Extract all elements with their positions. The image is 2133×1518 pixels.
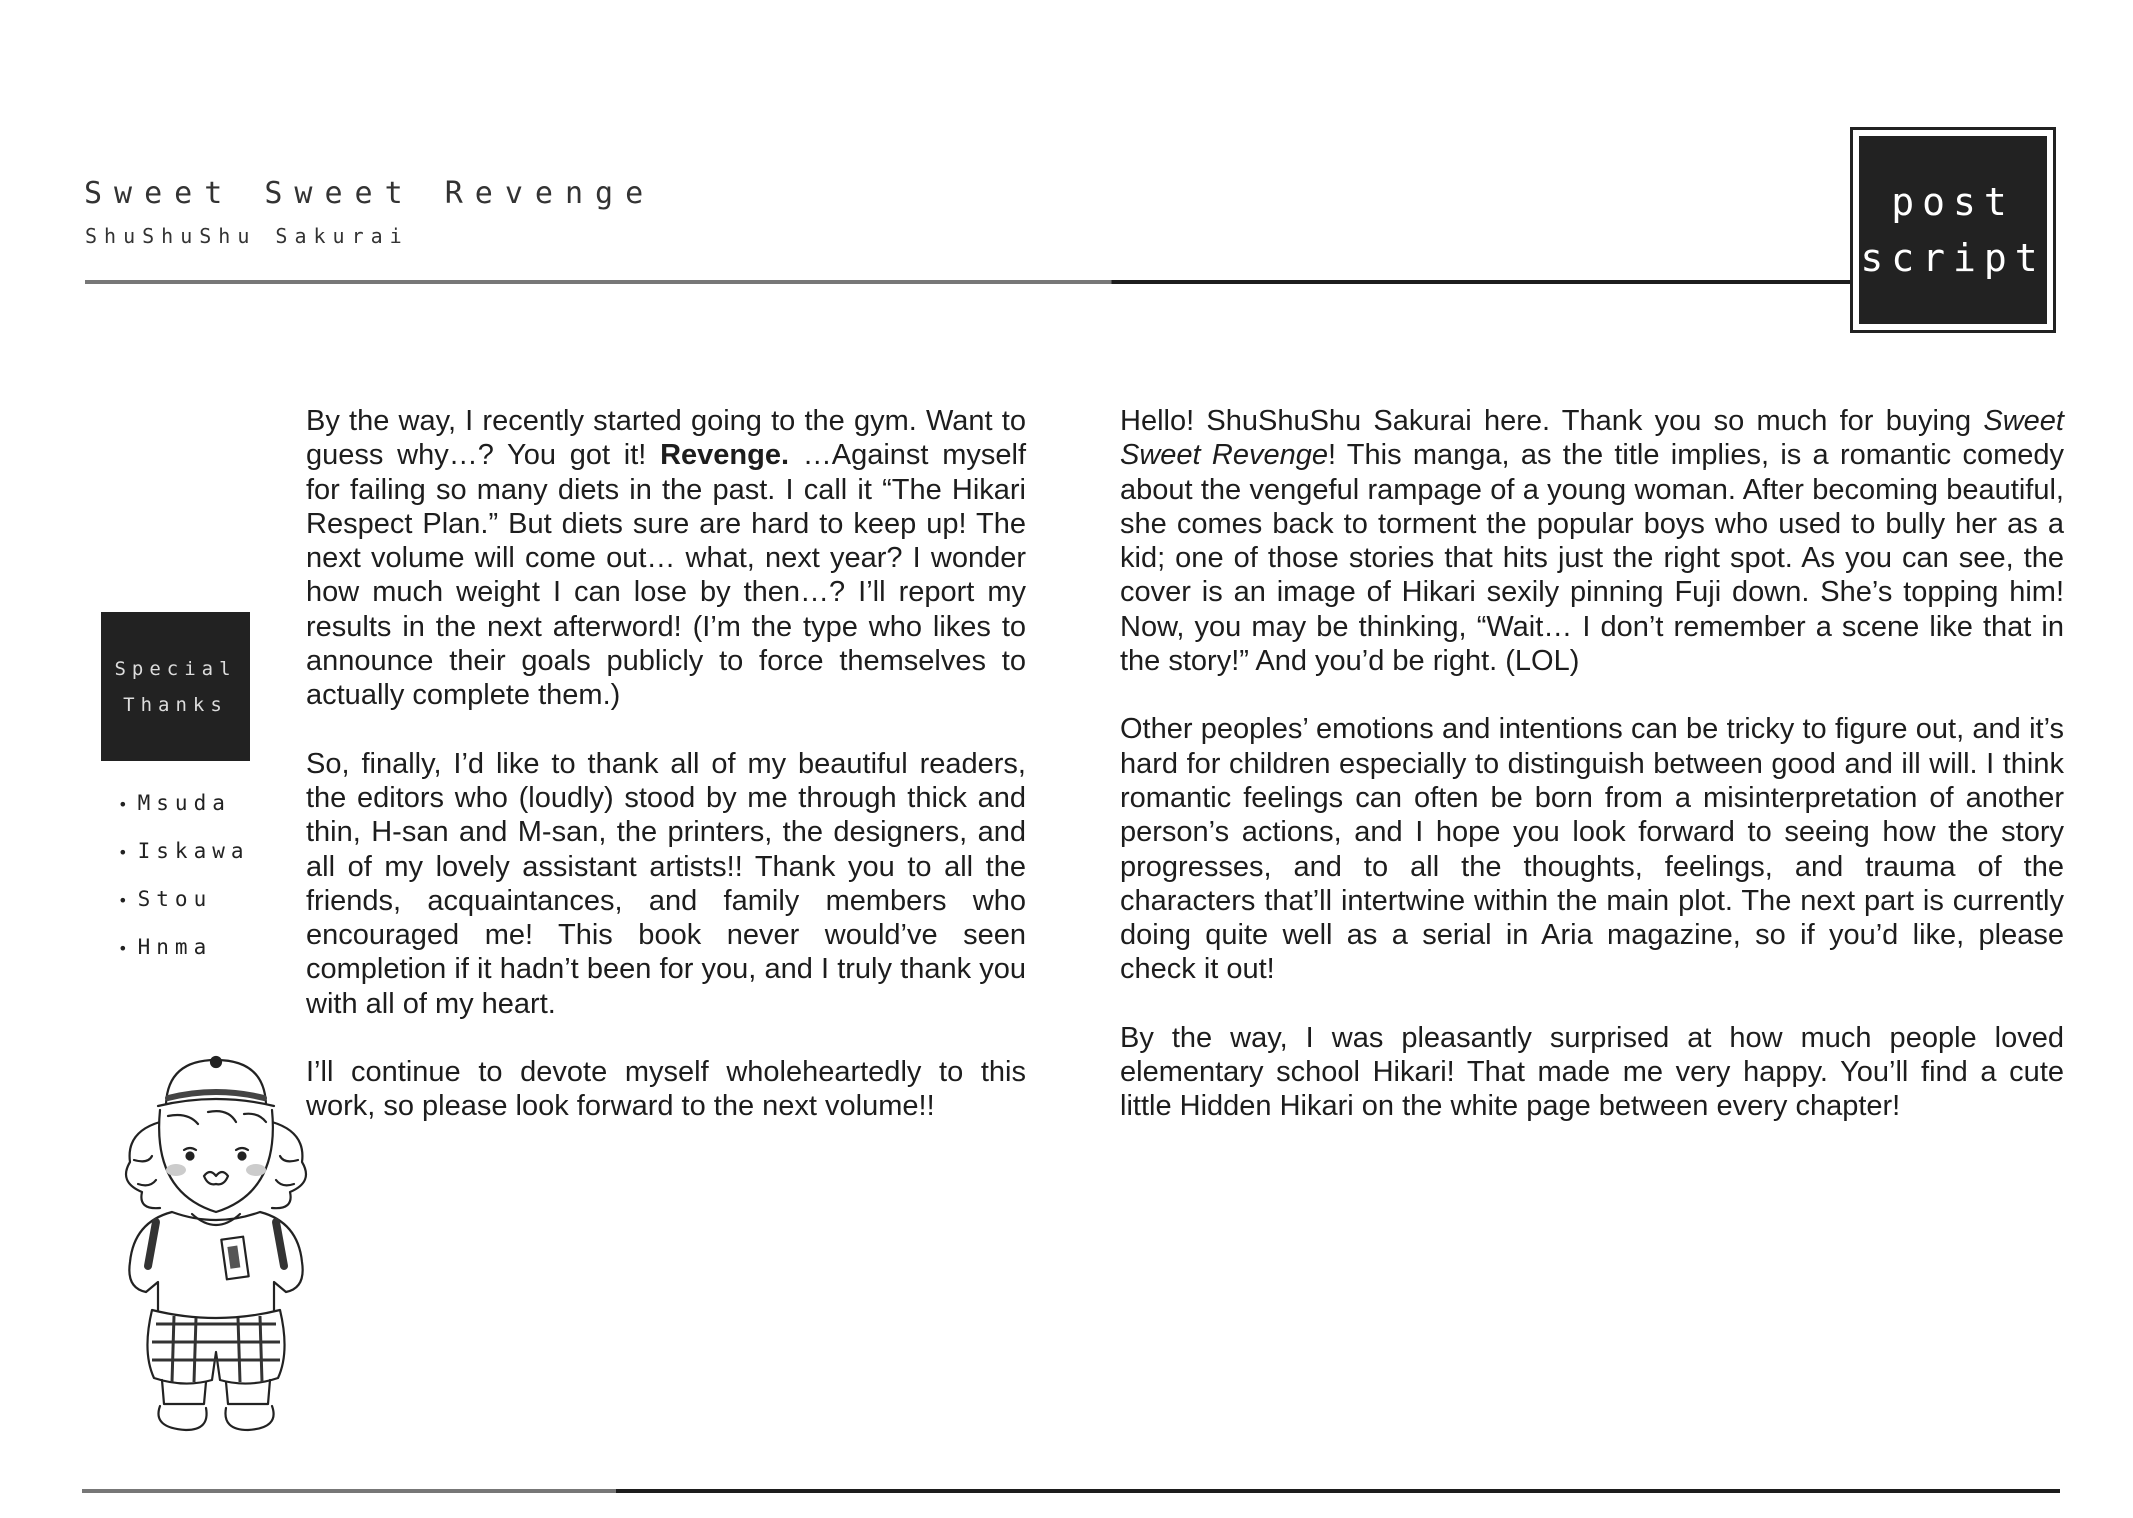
paragraph: Hello! ShuShuShu Sakurai here. Thank you so much for buying Sweet Sweet Revenge! This manga, as the title implies, is a romantic comedy about the vengeful rampage of a young woman. After becoming beautiful, she comes back to torment the popular boys who used to bully her as a kid; one of those stories that hits just the right spot. As you can see, the cover is an image of Hikari sexily pinning Fuji down. She’s topping him! Now, you may be thinking, “Wait… I don’t remember a scene like that in the story!” And you’d be right. (LOL) [1120, 405, 2064, 678]
special-thanks-box [101, 612, 250, 761]
afterword-right-column [1120, 404, 2064, 1158]
special-thanks-line-2: Thanks [123, 693, 228, 716]
badge-line-1: post [1891, 180, 2015, 224]
list-item: • Iskawa [118, 839, 250, 863]
bullet-icon: • [118, 939, 134, 958]
emphasis-revenge: Revenge. [660, 439, 790, 472]
header-divider [85, 280, 1855, 284]
paragraph: By the way, I was pleasantly surprised at how much people loved elementary school Hikari! That made me very happy. You’ll find a cute little Hidden Hikari on the white page between every chapter! [1120, 1021, 2064, 1123]
special-thanks-list [118, 791, 250, 983]
list-item: • Msuda [118, 791, 231, 815]
book-title: Sweet Sweet Revenge [84, 176, 656, 211]
footer-divider [82, 1489, 2060, 1493]
list-item: • Stou [118, 887, 213, 911]
badge-line-2: script [1860, 236, 2046, 280]
chibi-schoolgirl-illustration [108, 1052, 323, 1438]
list-item: • Hnma [118, 935, 213, 959]
paragraph: By the way, I recently started going to the gym. Want to guess why…? You got it! Revenge. …Against myself for failing so many diets in the past. I call it “The Hikari Respect Plan.” But diets sure are hard to keep up! The next volume will come out… what, next year? I wonder how much weight I can lose by then…? I’ll report my results in the next afterword! (I’m the type who likes to announce their goals publicly to force themselves to actually complete them.) [306, 405, 1027, 712]
afterword-left-column [306, 404, 1026, 1158]
author-name: ShuShuShu Sakurai [85, 224, 409, 248]
bullet-icon: • [118, 843, 134, 862]
bullet-icon: • [118, 891, 134, 910]
bullet-icon: • [118, 795, 134, 814]
paragraph: Other peoples’ emotions and intentions can be tricky to figure out, and it’s hard for children especially to distinguish between good and ill will. I think romantic feelings can often be born from a misinterpretation of another person’s actions, and I hope you look forward to seeing how the story progresses, and to all the thoughts, feelings, and trauma of the characters that’ll intertwine within the main plot. The next part is currently doing quite well as a serial in Aria magazine, so if you’d like, please check it out! [1120, 713, 2064, 986]
title-italic: Sweet Sweet Revenge [1120, 405, 2064, 472]
special-thanks-line-1: Special [114, 657, 237, 680]
paragraph: So, finally, I’d like to thank all of my beautiful readers, the editors who (loudly) stood by me through thick and thin, H-san and M-san, the printers, the designers, and all of my lovely assistant artists!! Thank you to all the friends, acquaintances, and family members who encouraged me! This book never would’ve seen completion if it hadn’t been for you, and I truly thank you with all of my heart. [306, 747, 1026, 1020]
postscript-badge [1850, 127, 2056, 333]
paragraph: I’ll continue to devote myself wholeheartedly to this work, so please look forward to the next volume!! [306, 1056, 1026, 1123]
